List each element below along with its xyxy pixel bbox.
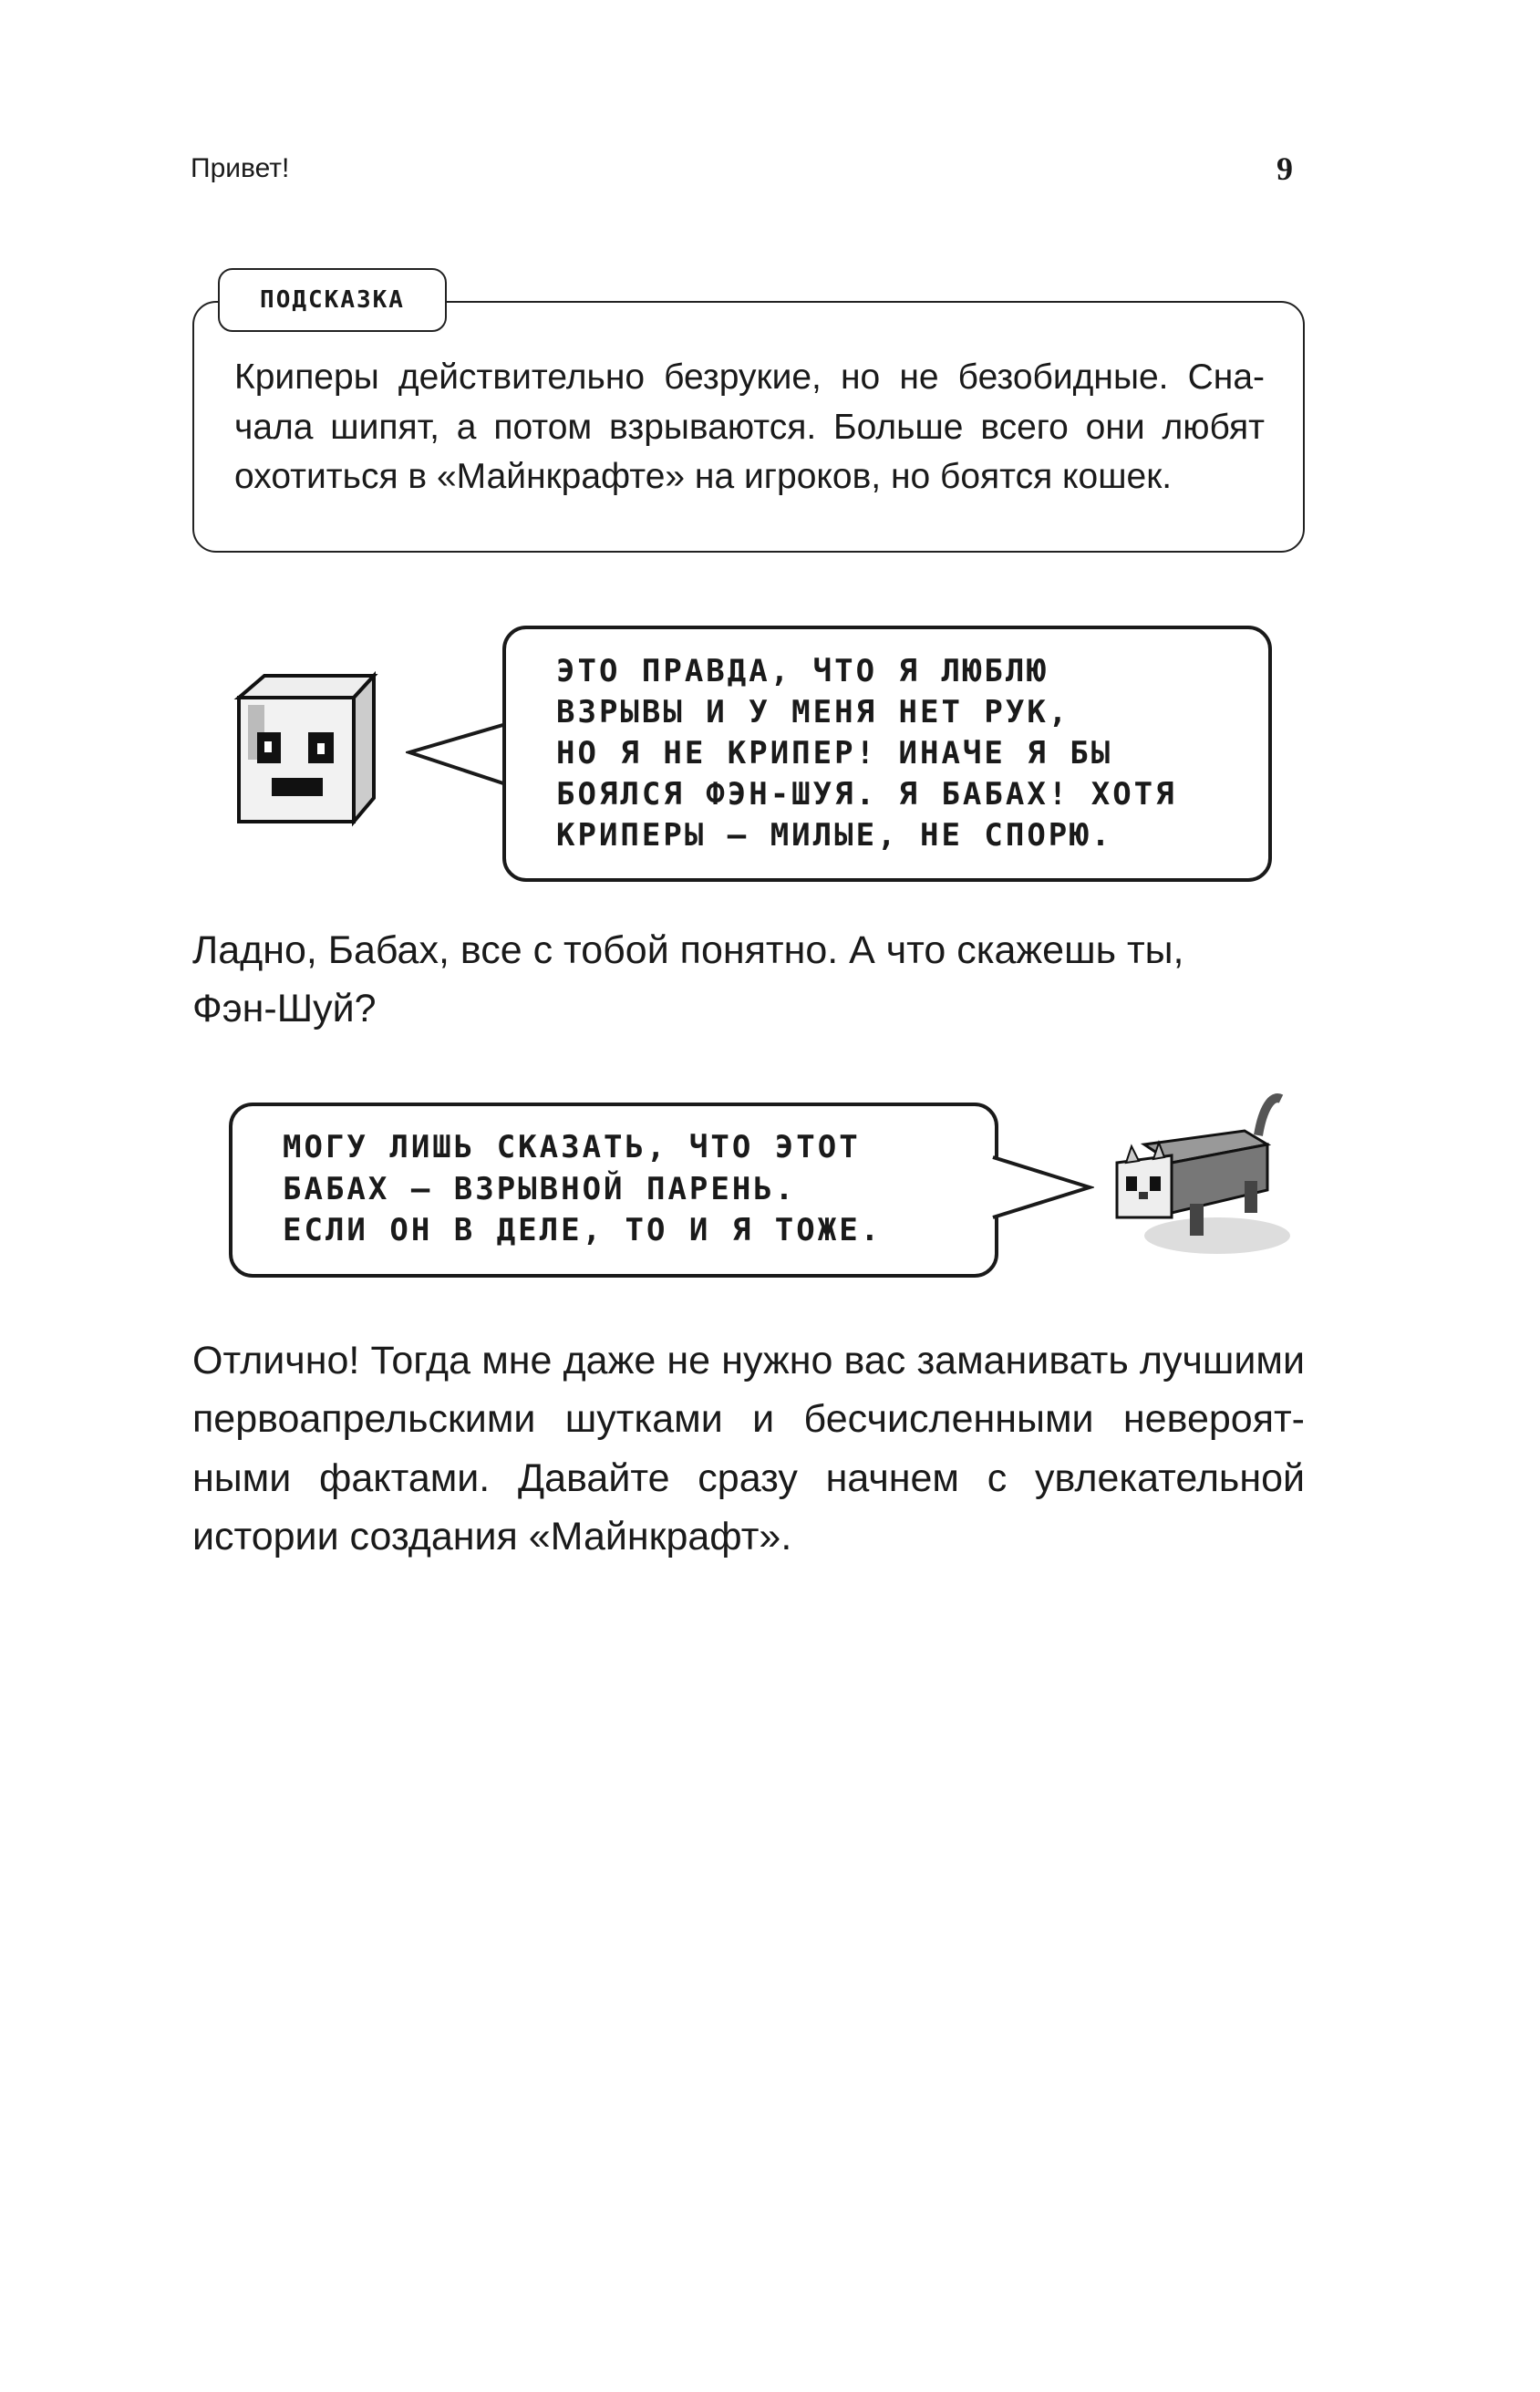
hint-line: охотиться в «Майнкрафте» на игроков, но боятся кошек. xyxy=(234,457,1173,496)
bubble-line: БОЯЛСЯ ФЭН-ШУЯ. Я БАБАХ! ХОТЯ xyxy=(556,776,1177,813)
paragraph-line: Фэн-Шуй? xyxy=(192,987,377,1030)
speech-tail xyxy=(406,720,511,789)
bubble-line: МОГУ ЛИШЬ СКАЗАТЬ, ЧТО ЭТОТ xyxy=(283,1129,861,1165)
bubble-line: НО Я НЕ КРИПЕР! ИНАЧЕ Я БЫ xyxy=(556,735,1113,771)
paragraph-line: первоапрельскими шутками и бесчисленными невероят- xyxy=(192,1397,1305,1441)
bubble-line: КРИПЕРЫ — МИЛЫЕ, НЕ СПОРЮ. xyxy=(556,817,1113,854)
paragraph-line: Ладно, Бабах, все с тобой понятно. А что скажешь ты, xyxy=(192,928,1184,972)
running-title: Привет! xyxy=(191,153,290,183)
bubble-line: ЕСЛИ ОН В ДЕЛЕ, ТО И Я ТОЖЕ. xyxy=(283,1212,883,1248)
hint-line: Криперы действительно безрукие, но не безобидные. Сна- xyxy=(234,357,1265,397)
paragraph-line: ными фактами. Давайте сразу начнем с увлекательной xyxy=(192,1456,1305,1500)
paragraph-line: Отлично! Тогда мне даже не нужно вас заманивать лучшими xyxy=(192,1339,1305,1382)
bubble-line: ЭТО ПРАВДА, ЧТО Я ЛЮБЛЮ xyxy=(556,653,1049,689)
cat-icon xyxy=(1099,1090,1299,1263)
paragraph-line: истории создания «Майнкрафт». xyxy=(192,1515,792,1558)
page-number: 9 xyxy=(1276,150,1293,187)
creeper-head-icon xyxy=(228,670,383,830)
hint-label: ПОДСКАЗКА xyxy=(218,268,447,332)
hint-line: чала шипят, а потом взрываются. Больше всего они любят xyxy=(234,408,1265,447)
bubble-line: БАБАХ — ВЗРЫВНОЙ ПАРЕНЬ. xyxy=(283,1171,797,1207)
bubble-line: ВЗРЫВЫ И У МЕНЯ НЕТ РУК, xyxy=(556,694,1070,730)
speech-tail xyxy=(989,1154,1094,1222)
